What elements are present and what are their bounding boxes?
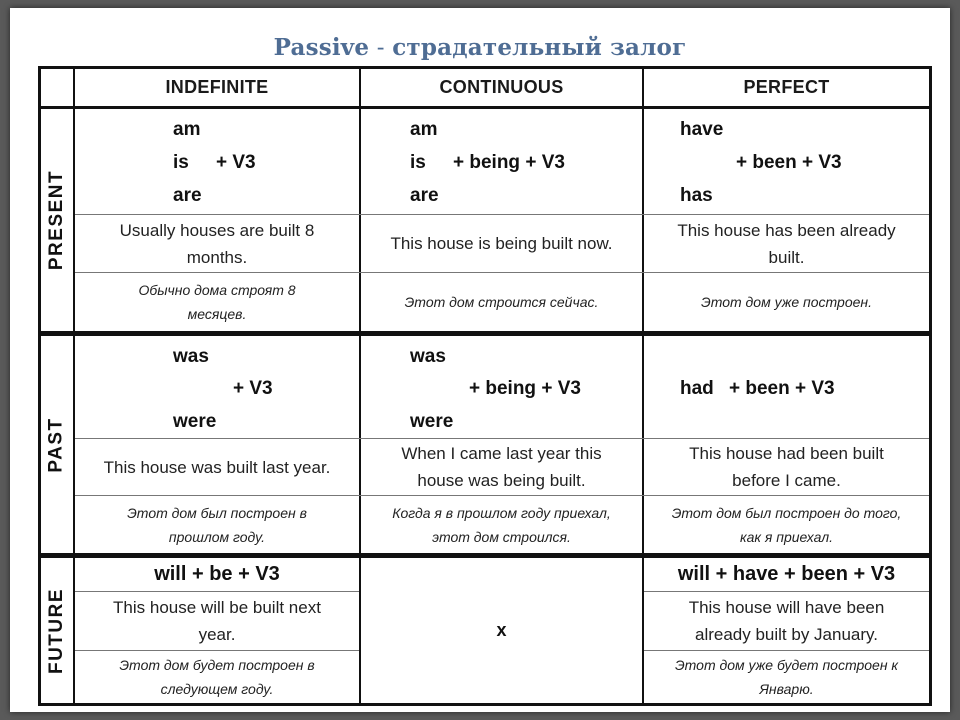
formula-line: + being + V3 [469,378,581,399]
title-main: Passive [273,34,370,61]
present-continuous-translation: Этот дом строится сейчас. [404,294,599,310]
present-perfect-translation: Этот дом уже построен. [701,294,872,310]
formula-line: + been + V3 [736,152,842,173]
passive-table [38,66,932,706]
past-indefinite-example: This house was built last year. [103,457,331,477]
formula-line: are [410,185,439,206]
past-perfect-formula [644,336,929,438]
present-continuous-example: This house is being built now. [390,234,613,253]
past-indefinite-translation: Этот дом был построен в прошлом году. [127,504,307,545]
past-continuous-example: When I came last year this house was being built. [401,444,602,490]
side-label-past: PAST [46,416,68,473]
header-continuous: CONTINUOUS [439,77,564,97]
present-indefinite-translation: Обычно дома строят 8 месяцев. [138,282,296,322]
formula-line: has [680,185,713,206]
present-continuous-formula [361,109,642,214]
sheet [10,8,950,712]
side-label-present: PRESENT [46,169,67,271]
header-perfect: PERFECT [743,77,830,97]
formula-line: was [173,346,209,367]
past-continuous-translation: Когда я в прошлом году приехал, этот дом строился. [392,504,611,545]
title-dash: - [369,35,393,61]
past-continuous-formula [361,336,642,438]
formula-line: + V3 [233,378,273,399]
formula-line: were [173,411,217,432]
formula-line: + been + V3 [729,378,835,399]
formula-line: is [410,152,426,173]
formula-line: is [173,152,189,173]
formula-line: was [410,346,446,367]
title-sub: страдательный залог [392,34,687,61]
present-indefinite-formula [75,109,359,214]
past-perfect-example: This house had been built before I came. [689,444,884,490]
page-title [10,34,950,61]
past-perfect-translation: Этот дом был построен до того, как я приехал. [671,504,902,545]
formula-line: are [173,185,202,206]
future-perfect-translation: Этот дом уже будет построен к Январю. [674,657,899,697]
formula-line: + being + V3 [453,152,565,173]
future-perfect-example: This house will have been already built by January. [688,598,885,644]
formula-line: had [680,378,714,399]
present-perfect-example: This house has been already built. [677,220,896,267]
formula-line: were [410,411,454,432]
past-indefinite-formula [75,336,359,438]
formula-line: + V3 [216,152,256,173]
present-perfect-formula [644,109,929,214]
future-perfect-formula: will + have + been + V3 [677,563,896,585]
future-indefinite-formula: will + be + V3 [154,563,280,585]
side-label-future: FUTURE [46,587,67,674]
formula-line: am [410,119,438,140]
header-indefinite: INDEFINITE [165,77,269,97]
future-indefinite-translation: Этот дом будет построен в следующем году. [119,657,315,697]
future-indefinite-example: This house will be built next year. [113,598,321,644]
formula-line: am [173,119,201,140]
present-indefinite-example: Usually houses are built 8 months. [119,220,315,267]
future-continuous-empty-mark: x [496,620,507,640]
formula-line: have [680,119,724,140]
